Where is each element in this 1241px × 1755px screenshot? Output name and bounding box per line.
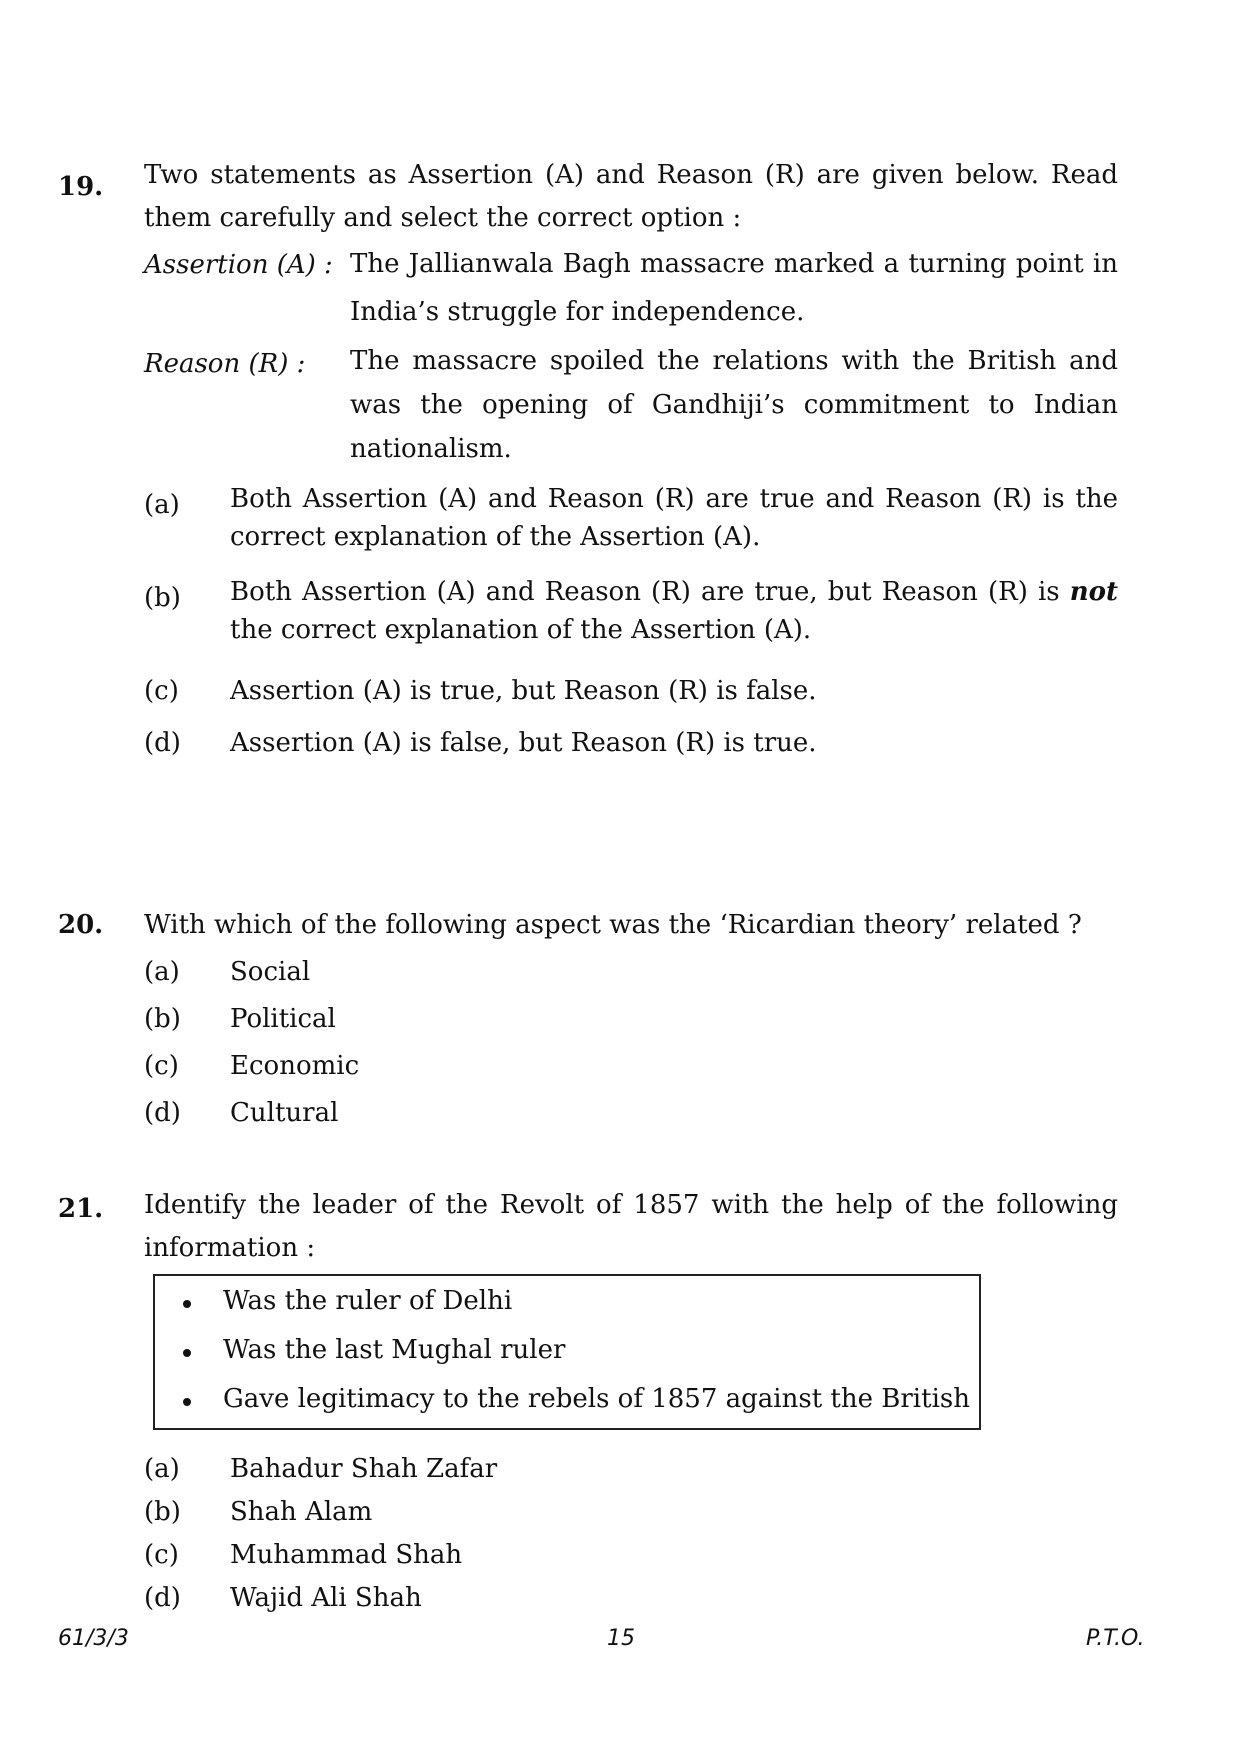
option-letter: (c) bbox=[144, 1540, 179, 1570]
reason-text: The massacre spoiled the relations with the British and was the opening of Gandhiji’s commitment to Indian nationalism. bbox=[350, 346, 1118, 464]
clue-text: Was the last Mughal ruler bbox=[223, 1335, 566, 1365]
clue-text: Was the ruler of Delhi bbox=[223, 1286, 513, 1316]
question-stem: With which of the following aspect was the ‘Ricardian theory’ related ? bbox=[144, 910, 1082, 940]
option-text-before: Both Assertion (A) and Reason (R) are true, but Reason (R) is bbox=[230, 577, 1060, 607]
option-text: Bahadur Shah Zafar bbox=[230, 1454, 498, 1484]
option-letter: (b) bbox=[144, 1004, 181, 1034]
paper-code: 61/3/3 bbox=[58, 1626, 129, 1651]
option-letter: (d) bbox=[144, 1583, 181, 1613]
page-number: 15 bbox=[607, 1626, 635, 1651]
bullet-icon bbox=[183, 1349, 191, 1357]
reason-label: Reason (R) : bbox=[144, 349, 306, 379]
assertion-label: Assertion (A) : bbox=[144, 250, 333, 280]
pto-note: P.T.O. bbox=[1086, 1626, 1145, 1651]
option-letter: (d) bbox=[144, 728, 181, 758]
option-text-after: the correct explanation of the Assertion (A). bbox=[230, 615, 812, 645]
option-text: Both Assertion (A) and Reason (R) are true and Reason (R) is the correct explanation of the Assertion (A). bbox=[230, 484, 1118, 552]
question-stem: Identify the leader of the Revolt of 1857 with the help of the following information : bbox=[144, 1190, 1118, 1263]
option-text: Muhammad Shah bbox=[230, 1540, 463, 1570]
option-text: Assertion (A) is false, but Reason (R) is true. bbox=[230, 728, 817, 758]
option-text: Shah Alam bbox=[230, 1497, 373, 1527]
option-text: Political bbox=[230, 1004, 336, 1034]
option-letter: (a) bbox=[144, 1454, 180, 1484]
option-letter: (b) bbox=[144, 1497, 181, 1527]
bullet-icon bbox=[183, 1398, 191, 1406]
option-emphasis: not bbox=[1069, 577, 1119, 607]
question-number: 20. bbox=[58, 910, 104, 940]
option-text: Assertion (A) is true, but Reason (R) is false. bbox=[230, 676, 817, 706]
option-letter: (c) bbox=[144, 676, 179, 706]
assertion-text: The Jallianwala Bagh massacre marked a turning point in India’s struggle for independence. bbox=[350, 249, 1118, 327]
clue-text: Gave legitimacy to the rebels of 1857 against the British bbox=[223, 1384, 970, 1414]
option-text: Wajid Ali Shah bbox=[230, 1583, 422, 1613]
question-number: 21. bbox=[58, 1194, 104, 1224]
option-text bbox=[230, 573, 1118, 649]
option-letter: (d) bbox=[144, 1098, 181, 1128]
question-stem: Two statements as Assertion (A) and Reason (R) are given below. Read them carefully and select the correct option : bbox=[144, 160, 1118, 233]
option-text: Cultural bbox=[230, 1098, 339, 1128]
option-letter: (a) bbox=[144, 957, 180, 987]
clue-box bbox=[153, 1274, 981, 1430]
option-letter: (a) bbox=[144, 490, 180, 520]
option-text: Economic bbox=[230, 1051, 360, 1081]
option-text: Social bbox=[230, 957, 311, 987]
question-number: 19. bbox=[58, 172, 104, 202]
bullet-icon bbox=[183, 1300, 191, 1308]
option-letter: (c) bbox=[144, 1051, 179, 1081]
option-letter: (b) bbox=[144, 583, 181, 613]
